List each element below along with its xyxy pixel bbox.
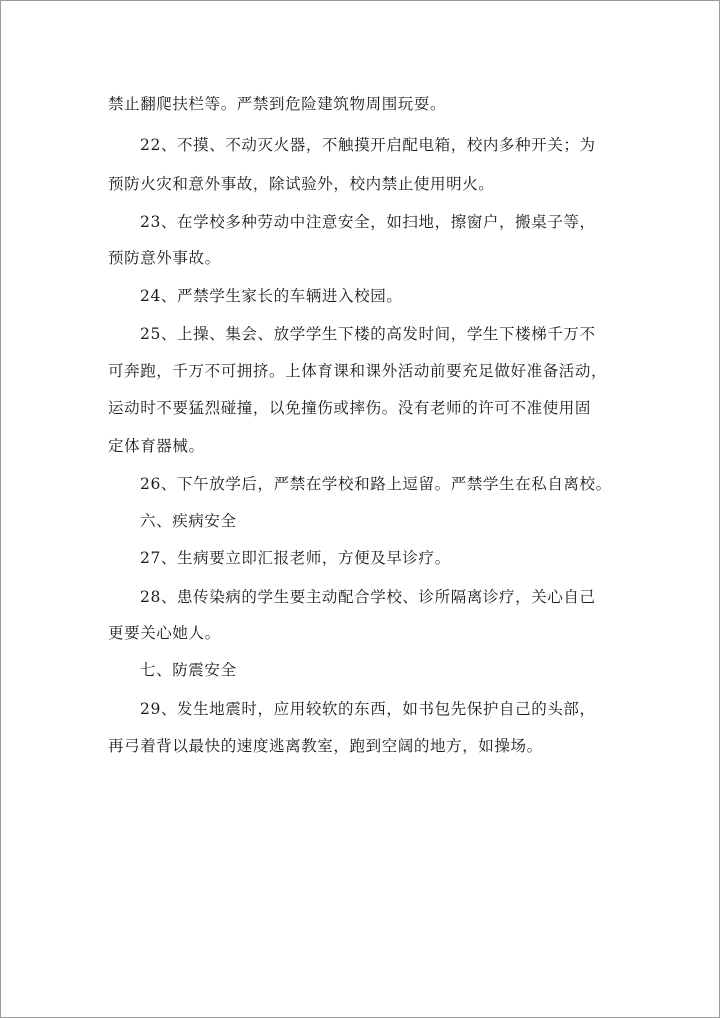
paragraph-line: 预防火灾和意外事故，除试验外，校内禁止使用明火。 bbox=[108, 175, 495, 193]
paragraph-line: 22、不摸、不动灭火器，不触摸开启配电箱，校内多种开关；为 bbox=[140, 136, 596, 154]
paragraph-line: 运动时不要猛烈碰撞，以免撞伤或摔伤。没有老师的许可不准使用固 bbox=[108, 399, 592, 417]
paragraph-line: 29、发生地震时，应用较软的东西，如书包先保护自己的头部， bbox=[140, 700, 596, 718]
paragraph-line: 预防意外事故。 bbox=[108, 249, 221, 267]
paragraph-line: 更要关心她人。 bbox=[108, 624, 221, 642]
section-heading: 六、疾病安全 bbox=[140, 512, 237, 530]
paragraph-line: 定体育器械。 bbox=[108, 437, 205, 455]
paragraph-line: 25、上操、集会、放学学生下楼的高发时间，学生下楼梯千万不 bbox=[140, 325, 596, 343]
paragraph-line: 23、在学校多种劳动中注意安全，如扫地，擦窗户，搬桌子等， bbox=[140, 213, 596, 231]
paragraph-line: 24、严禁学生家长的车辆进入校园。 bbox=[140, 287, 403, 305]
paragraph-line: 禁止翻爬扶栏等。严禁到危险建筑物周围玩耍。 bbox=[108, 95, 447, 113]
paragraph-line: 再弓着背以最快的速度逃离教室，跑到空阔的地方，如操场。 bbox=[108, 737, 543, 755]
section-heading: 七、防震安全 bbox=[140, 661, 237, 679]
paragraph-line: 28、患传染病的学生要主动配合学校、诊所隔离诊疗，关心自己 bbox=[140, 588, 596, 606]
paragraph-line: 26、下午放学后，严禁在学校和路上逗留。严禁学生在私自离校。 bbox=[140, 475, 612, 493]
paragraph-line: 可奔跑，千万不可拥挤。上体育课和课外活动前要充足做好准备活动， bbox=[108, 362, 608, 380]
paragraph-line: 27、生病要立即汇报老师，方便及早诊疗。 bbox=[140, 549, 451, 567]
